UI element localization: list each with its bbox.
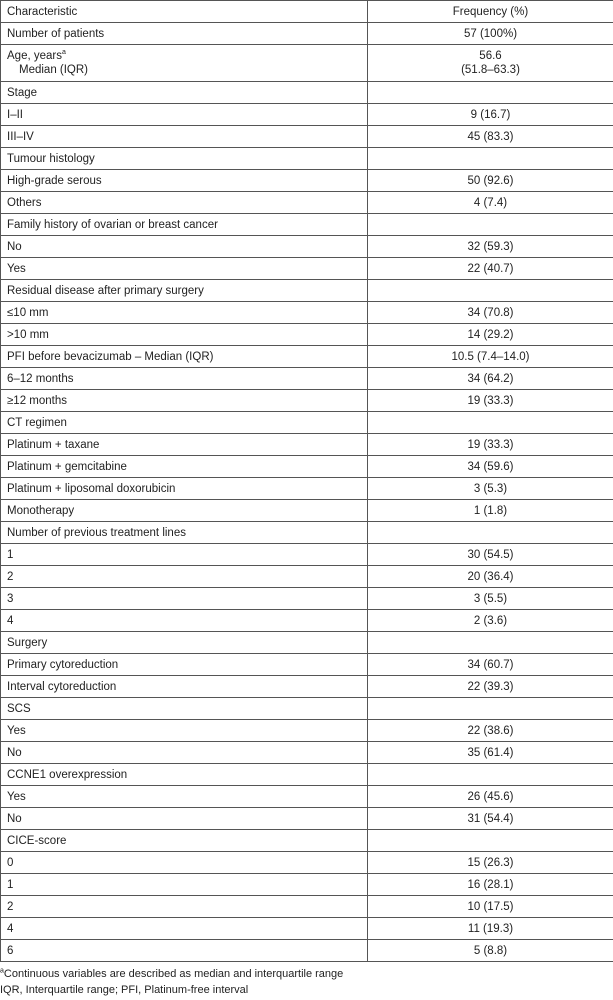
footnote-abbreviations: IQR, Interquartile range; PFI, Platinum-free interval [0,984,249,996]
row-value [368,698,613,720]
age-median-value: 56.6 [479,50,502,62]
row-label: Tumour histology [1,148,368,170]
age-value-cell [368,45,613,82]
row-value: 22 (40.7) [368,258,613,280]
row-value: 5 (8.8) [368,940,613,962]
row-label: Stage [1,82,368,104]
row-value [368,522,613,544]
table-row [1,368,613,390]
table-row [1,104,613,126]
row-label: >10 mm [1,324,368,346]
table-row [1,390,613,412]
row-value: 34 (64.2) [368,368,613,390]
row-label: 0 [1,852,368,874]
row-value [368,764,613,786]
row-label: PFI before bevacizumab – Median (IQR) [1,346,368,368]
row-value: 19 (33.3) [368,434,613,456]
row-value: 26 (45.6) [368,786,613,808]
table-row [1,302,613,324]
row-value: 31 (54.4) [368,808,613,830]
table-row [1,830,613,852]
row-label: Family history of ovarian or breast cancer [1,214,368,236]
row-label: Residual disease after primary surgery [1,280,368,302]
row-label: CICE-score [1,830,368,852]
row-label: Platinum + gemcitabine [1,456,368,478]
row-value: 20 (36.4) [368,566,613,588]
table-row [1,544,613,566]
table-row [1,126,613,148]
row-label: Yes [1,720,368,742]
row-label: 2 [1,566,368,588]
table-row [1,280,613,302]
row-value: 11 (19.3) [368,918,613,940]
row-value: 34 (60.7) [368,654,613,676]
table-row [1,676,613,698]
table-row [1,522,613,544]
table-row [1,500,613,522]
row-value: 34 (59.6) [368,456,613,478]
row-value: 19 (33.3) [368,390,613,412]
table-row [1,478,613,500]
header-frequency: Frequency (%) [368,1,613,23]
row-value: 57 (100%) [368,23,613,45]
table-row [1,588,613,610]
age-iqr-value: (51.8–63.3) [461,64,520,76]
header-characteristic: Characteristic [1,1,368,23]
table-row [1,346,613,368]
row-value: 50 (92.6) [368,170,613,192]
row-value: 4 (7.4) [368,192,613,214]
table-row [1,192,613,214]
row-label: Number of previous treatment lines [1,522,368,544]
row-label: 4 [1,610,368,632]
footnote-marker: a [0,967,4,975]
row-label: Interval cytoreduction [1,676,368,698]
row-label: Platinum + liposomal doxorubicin [1,478,368,500]
row-label: SCS [1,698,368,720]
age-label: Age, years$^a$ [7,49,66,62]
row-value: 10.5 (7.4–14.0) [368,346,613,368]
row-label: No [1,808,368,830]
row-value [368,632,613,654]
row-label: I–II [1,104,368,126]
row-label: No [1,742,368,764]
table-row [1,632,613,654]
row-label: No [1,236,368,258]
row-label: Platinum + taxane [1,434,368,456]
age-footnote-marker: a [61,49,66,57]
table-row [1,918,613,940]
row-value [368,280,613,302]
row-value [368,148,613,170]
row-value: 15 (26.3) [368,852,613,874]
row-value [368,830,613,852]
table-row [1,324,613,346]
row-label: ≤10 mm [1,302,368,324]
table-row [1,610,613,632]
table-row [1,412,613,434]
table-row [1,742,613,764]
row-label: CT regimen [1,412,368,434]
row-value: 3 (5.5) [368,588,613,610]
table-row [1,654,613,676]
row-value [368,412,613,434]
table-header-row [1,1,613,23]
row-label: Yes [1,258,368,280]
table-footnotes [0,962,613,998]
row-label: Monotherapy [1,500,368,522]
row-label: Yes [1,786,368,808]
table-row [1,896,613,918]
row-value: 22 (39.3) [368,676,613,698]
row-label: 6 [1,940,368,962]
row-label: 6–12 months [1,368,368,390]
row-value [368,82,613,104]
row-value: 10 (17.5) [368,896,613,918]
row-label: 1 [1,874,368,896]
age-sublabel: Median (IQR) [19,64,89,76]
row-label: 3 [1,588,368,610]
table-row [1,808,613,830]
footnote-continuous [0,966,613,982]
table-row [1,434,613,456]
row-label: High-grade serous [1,170,368,192]
table-row [1,852,613,874]
table-row [1,786,613,808]
row-value: 9 (16.7) [368,104,613,126]
table-row [1,170,613,192]
row-value [368,214,613,236]
row-label: Number of patients [1,23,368,45]
table-row [1,456,613,478]
row-value: 34 (70.8) [368,302,613,324]
row-value: 1 (1.8) [368,500,613,522]
row-label: 2 [1,896,368,918]
table-row [1,236,613,258]
table-row [1,940,613,962]
row-label: ≥12 months [1,390,368,412]
row-value: 22 (38.6) [368,720,613,742]
table-row-age [1,45,613,82]
row-label: Primary cytoreduction [1,654,368,676]
row-value: 30 (54.5) [368,544,613,566]
row-label: CCNE1 overexpression [1,764,368,786]
row-value: 35 (61.4) [368,742,613,764]
row-label: Surgery [1,632,368,654]
table-row [1,698,613,720]
row-value: 3 (5.3) [368,478,613,500]
row-value: 14 (29.2) [368,324,613,346]
table-row [1,566,613,588]
table-row [1,148,613,170]
table-row [1,874,613,896]
table-row [1,214,613,236]
table-row [1,82,613,104]
row-label: 4 [1,918,368,940]
age-label-cell [1,45,368,82]
row-label: Others [1,192,368,214]
row-value: 32 (59.3) [368,236,613,258]
row-label: 1 [1,544,368,566]
footnote-continuous-text: Continuous variables are described as median and interquartile range [3,968,344,980]
row-value: 16 (28.1) [368,874,613,896]
table-row [1,764,613,786]
table-row [1,720,613,742]
row-value: 2 (3.6) [368,610,613,632]
row-label: III–IV [1,126,368,148]
table-row [1,258,613,280]
table-row [1,23,613,45]
row-value: 45 (83.3) [368,126,613,148]
